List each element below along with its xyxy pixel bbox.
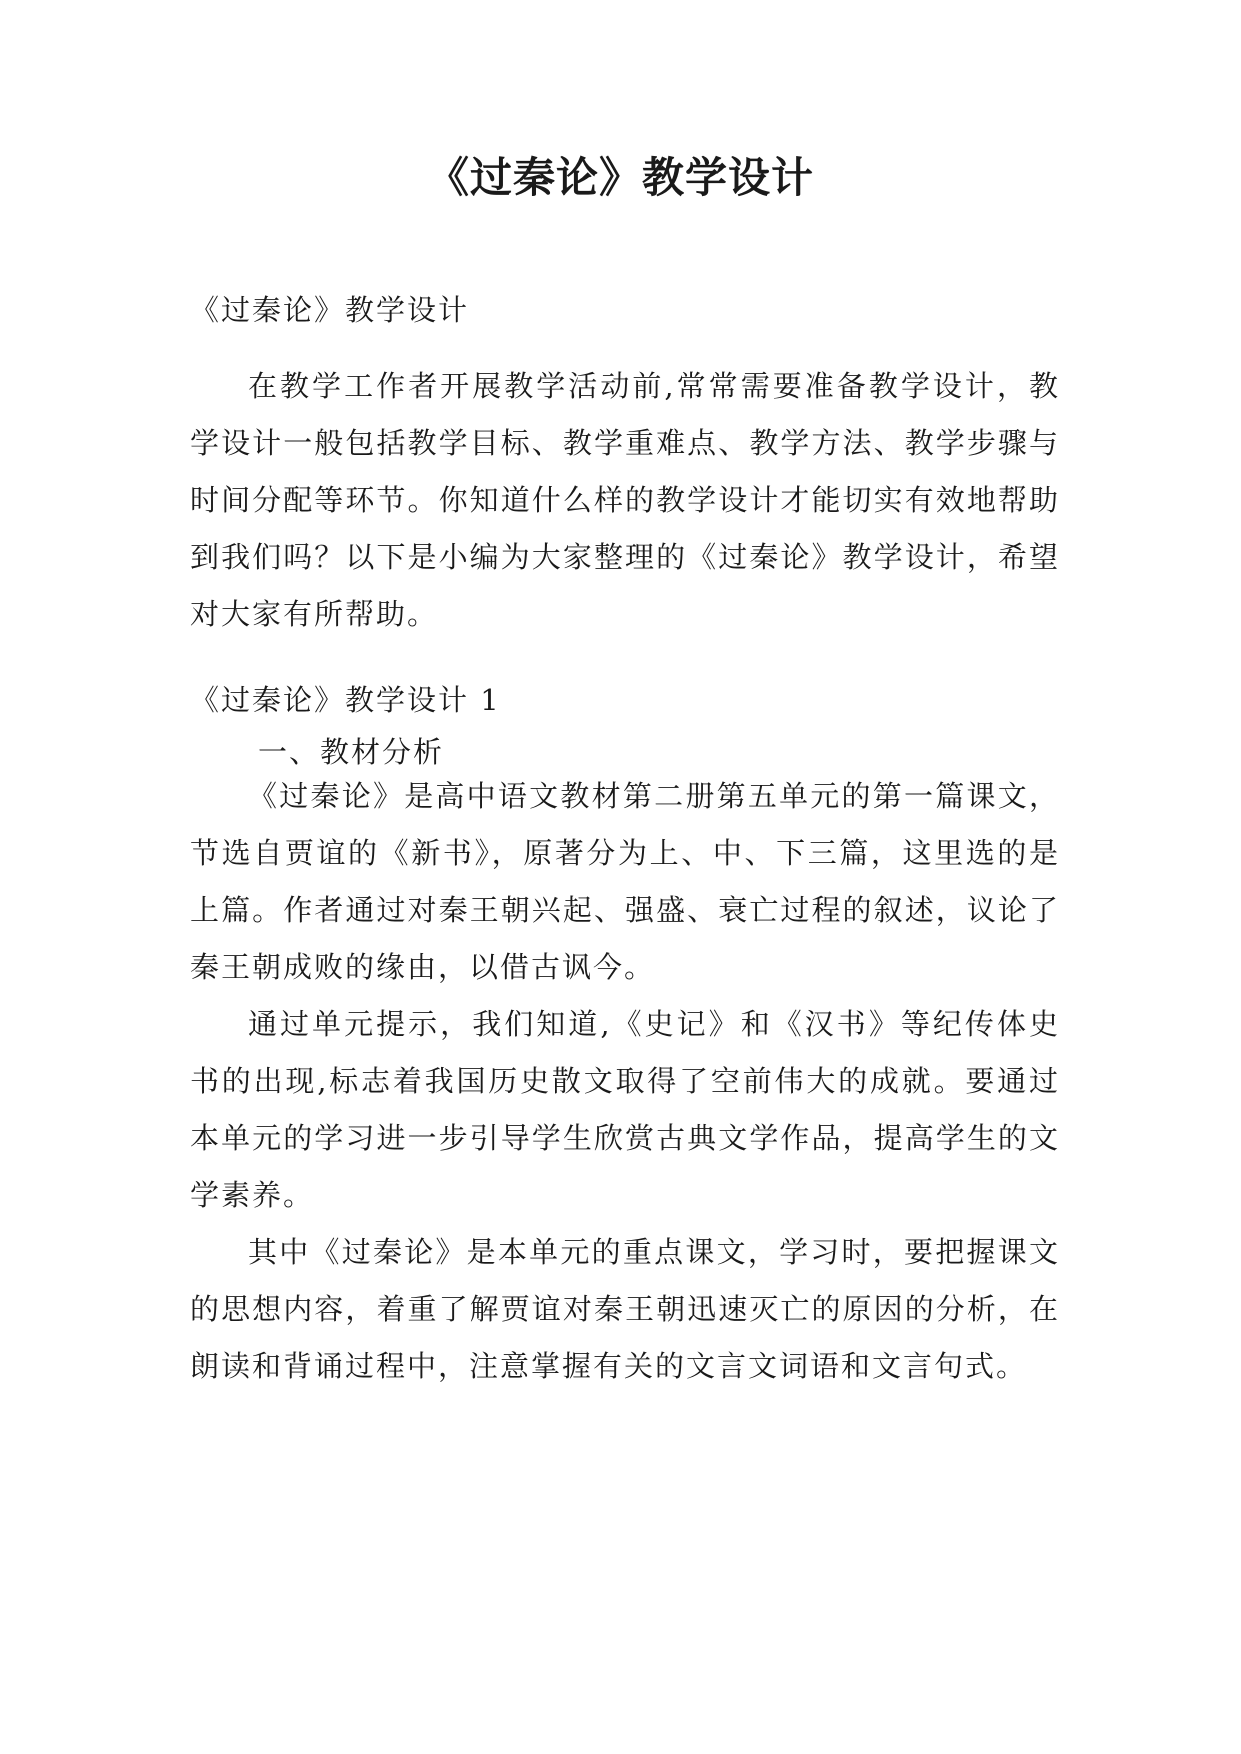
paragraph-textbook-analysis: 《过秦论》是高中语文教材第二册第五单元的第一篇课文，节选自贾谊的《新书》，原著分为上、中、下三篇，这里选的是上篇。作者通过对秦王朝兴起、强盛、衰亡过程的叙述，议论了秦王朝成败的缘由，以借古讽今。: [190, 779, 1060, 984]
document-subtitle: 《过秦论》教学设计: [190, 293, 470, 327]
document-title: 《过秦论》教学设计: [426, 153, 814, 202]
section-heading: 《过秦论》教学设计 1: [190, 683, 501, 717]
intro-paragraph: 在教学工作者开展教学活动前,常常需要准备教学设计，教学设计一般包括教学目标、教学重难点、教学方法、教学步骤与时间分配等环节。你知道什么样的教学设计才能切实有效地帮助到我们吗？以下是小编为大家整理的《过秦论》教学设计，希望对大家有所帮助。: [190, 369, 1060, 631]
paragraph-key-lesson: 其中《过秦论》是本单元的重点课文，学习时，要把握课文的思想内容，着重了解贾谊对秦王朝迅速灭亡的原因的分析，在朗读和背诵过程中，注意掌握有关的文言文词语和文言句式。: [190, 1235, 1060, 1383]
sub-heading-textbook-analysis: 一、教材分析: [258, 735, 445, 769]
paragraph-unit-hint: 通过单元提示，我们知道,《史记》和《汉书》等纪传体史书的出现,标志着我国历史散文取得了空前伟大的成就。要通过本单元的学习进一步引导学生欣赏古典文学作品，提高学生的文学素养。: [190, 1007, 1060, 1212]
